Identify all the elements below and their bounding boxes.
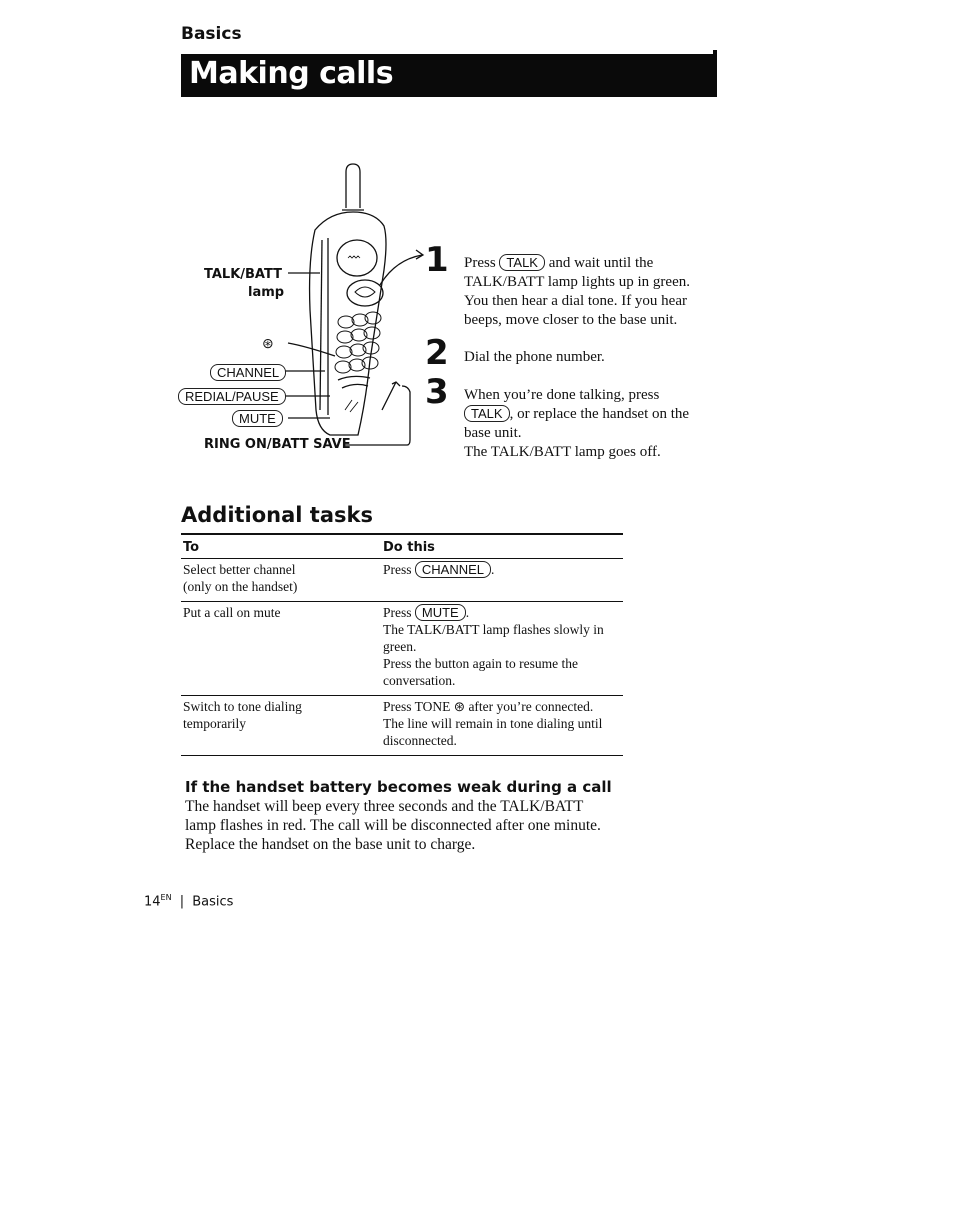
cell-line: conversation.: [383, 673, 456, 688]
title-bar: [181, 54, 716, 97]
step-1-line: You then hear a dial tone. If you hear: [464, 293, 687, 309]
ring-on-batt-save-label: RING ON/BATT SAVE: [204, 437, 351, 452]
table-row: [181, 602, 623, 696]
table-header-row: [181, 534, 623, 559]
cell-line: The line will remain in tone dialing until: [383, 716, 603, 731]
redial-pause-keycap: REDIAL/PAUSE: [178, 388, 286, 405]
page-number-suffix: EN: [160, 893, 172, 902]
additional-tasks-heading: Additional tasks: [181, 503, 373, 527]
step-1-pre: Press: [464, 255, 496, 271]
cell-line: green.: [383, 639, 417, 654]
earpiece: [337, 240, 377, 276]
cell-line: Press the button again to resume the: [383, 656, 578, 671]
step-3-text: [464, 386, 714, 462]
cell-line: Switch to tone dialing: [183, 699, 302, 714]
table-cell-do: [381, 602, 623, 696]
cell-text: Press: [383, 562, 412, 577]
step-1-line: TALK/BATT lamp lights up in green.: [464, 274, 690, 290]
channel-keycap: CHANNEL: [210, 364, 286, 381]
page-footer: [144, 893, 233, 909]
step-3-post: , or replace the handset on the: [509, 406, 690, 422]
mute-keycap: MUTE: [415, 604, 466, 621]
page-number: 14: [144, 894, 161, 910]
step-1-text: [464, 254, 714, 330]
cell-text: .: [465, 605, 470, 620]
channel-key-label: [210, 364, 286, 382]
step-1-post: and wait until the: [548, 255, 654, 271]
step-3-number: 3: [425, 372, 449, 412]
table-cell-do: [381, 696, 623, 756]
redial-pause-key-label: [178, 388, 286, 406]
antenna: [346, 164, 360, 208]
mute-keycap: MUTE: [232, 410, 283, 427]
table-cell-to: [181, 602, 381, 696]
paragraph-line: Replace the handset on the base unit to charge.: [185, 836, 476, 853]
table-cell-to: [181, 696, 381, 756]
step-3-line: When you’re done talking, press: [464, 387, 660, 403]
cell-line: The TALK/BATT lamp flashes slowly in: [383, 622, 604, 637]
title-rule: [713, 50, 717, 97]
mute-key-label: [232, 410, 283, 428]
step-2-number: 2: [425, 333, 449, 373]
talk-keycap: TALK: [464, 405, 510, 422]
step-1-line: beeps, move closer to the base unit.: [464, 312, 678, 328]
step-2-text: Dial the phone number.: [464, 349, 605, 365]
section-label: Basics: [181, 24, 242, 44]
cell-line: disconnected.: [383, 733, 457, 748]
talk-batt-label: TALK/BATT: [204, 267, 283, 282]
lamp-label: lamp: [248, 285, 285, 300]
cell-text: Press: [383, 605, 412, 620]
table-cell-do: [381, 559, 623, 602]
table-row: [181, 696, 623, 756]
table-row: [181, 559, 623, 602]
cell-text: .: [491, 562, 495, 577]
paragraph-line: The handset will beep every three seconds and the TALK/BATT: [185, 798, 584, 815]
page-title: Making calls: [189, 56, 394, 91]
column-header-to: To: [181, 534, 381, 559]
footer-section: Basics: [192, 894, 234, 910]
cell-line: (only on the handset): [183, 579, 298, 594]
talk-key-shape: [347, 280, 383, 306]
step-3-line: The TALK/BATT lamp goes off.: [464, 444, 661, 460]
channel-keycap: CHANNEL: [415, 561, 491, 578]
battery-weak-paragraph: [185, 797, 625, 854]
cell-line: Press TONE ⊛ after you’re connected.: [383, 699, 594, 714]
footer-separator: |: [179, 894, 185, 910]
column-header-do-this: Do this: [381, 534, 623, 559]
cell-line: temporarily: [183, 716, 246, 731]
table-cell-to: [181, 559, 381, 602]
tone-key-label: ⊛: [262, 337, 274, 352]
step-3-line: base unit.: [464, 425, 522, 441]
battery-weak-heading: If the handset battery becomes weak during a call: [185, 778, 612, 796]
cell-line: Put a call on mute: [183, 605, 281, 620]
handset-illustration: [170, 160, 460, 460]
talk-keycap: TALK: [499, 254, 545, 271]
paragraph-line: lamp flashes in red. The call will be disconnected after one minute.: [185, 817, 601, 834]
step-1-number: 1: [425, 240, 449, 280]
additional-tasks-table: [181, 533, 623, 756]
cell-line: Select better channel: [183, 562, 296, 577]
